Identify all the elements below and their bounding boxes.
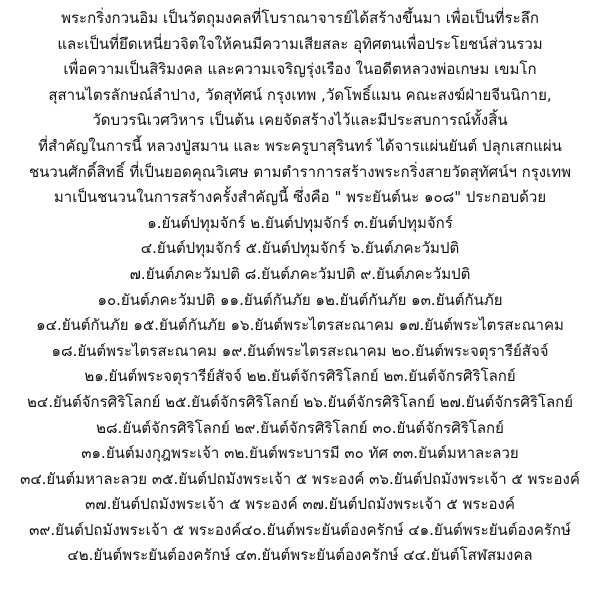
text-line: ที่สำคัญในการนี้ หลวงปู่สมาน และ พระครูบาสุรินทร์ ได้จารแผ่นยันต์ ปลุกเสกแผ่น (38, 136, 562, 155)
yant-list-line: ๒๘.ยันต์จักรศิริโลกย์ ๒๙.ยันต์จักรศิริโลกย์ ๓๐.ยันต์จักรศิริโลกย์ (96, 418, 504, 437)
text-line: สุสานไตรลักษณ์ลำปาง, วัดสุทัศน์ กรุงเทพ ,วัดโพธิ์แมน คณะสงฆ์ฝ่ายจีนนิกาย, (48, 85, 552, 104)
yant-list-line: ๑๐.ยันต์ภคะวัมปติ ๑๑.ยันต์กันภัย ๑๒.ยันต์กันภัย ๑๓.ยันต์กันภัย (97, 290, 503, 309)
yant-list-line: ๓๑.ยันต์มงกุฎพระเจ้า ๓๒.ยันต์พระบารมี ๓๐ ทัศ ๓๓.ยันต์มหาละลวย (81, 444, 519, 463)
text-line: พระกริ่งกวนอิม เป็นวัตถุมงคลที่โบราณาจารย์ได้สร้างขึ้นมา เพื่อเป็นที่ระลึก (61, 9, 539, 27)
yant-list-line: ๗.ยันต์ภคะวัมปติ ๘.ยันต์ภคะวัมปติ ๙.ยันต์ภคะวัมปติ (129, 264, 471, 283)
yant-list-line: ๔๒.ยันต์พระยันต์องครักษ์ ๔๓.ยันต์พระยันต์องครักษ์ ๔๔.ยันต์โสฬสมงคล (67, 546, 533, 565)
yant-list-line: ๓๔.ยันต์มหาละลวย ๓๕.ยันต์ปถมังพระเจ้า ๕ พระองค์ ๓๖.ยันต์ปถมังพระเจ้า ๕ พระองค์ (20, 469, 580, 488)
text-line: ชนวนศักดิ์สิทธิ์ ที่เป็นยอดคุณวิเศษ ตามตำราการสร้างพระกริ่งสายวัดสุทัศน์ฯ กรุงเทพ (28, 162, 571, 181)
yant-list-line: ๑.ยันต์ปทุมจักร์ ๒.ยันต์ปทุมจักร์ ๓.ยันต์ปทุมจักร์ (147, 213, 453, 232)
yant-list-line: ๓๗.ยันต์ปถมังพระเจ้า ๕ พระองค์ ๓๗.ยันต์ปถมังพระเจ้า ๕ พระองค์ (85, 495, 515, 514)
yant-list-line: ๒๑.ยันต์พระจตุรารีย์สัจจ์ ๒๒.ยันต์จักรศิริโลกย์ ๒๓.ยันต์จักรศิริโลกย์ (84, 367, 516, 386)
yant-list-line: ๑๘.ยันต์พระไตรสะณาคม ๑๙.ยันต์พระไตรสะณาคม ๒๐.ยันต์พระจตุรารีย์สัจจ์ (51, 341, 549, 360)
text-line: วัดบวรนิเวศวิหาร เป็นต้น เคยจัดสร้างไว้และมีประสบการณ์ทั้งสิ้น (92, 111, 508, 130)
text-line: เพื่อความเป็นสิริมงคล และความเจริญรุ่งเรือง ในอดีตหลวงพ่อเกษม เขมโก (63, 60, 537, 79)
yant-list-line: ๓๙.ยันต์ปถมังพระเจ้า ๕ พระองค์๔๐.ยันต์พระยันต์องครักษ์ ๔๑.ยันต์พระยันต์องครักษ์ (29, 520, 571, 539)
text-line: และเป็นที่ยึดเหนี่ยวจิตใจให้คนมีความเสียสละ อุทิศตนเพื่อประโยชน์ส่วนรวม (57, 34, 543, 53)
yant-list-line: ๔.ยันต์ปทุมจักร์ ๕.ยันต์ปทุมจักร์ ๖.ยันต์ภคะวัมปติ (140, 239, 460, 258)
text-line: มาเป็นชนวนในการสร้างครั้งสำคัญนี้ ซึ่งคือ " พระยันต์นะ ๑๐๘" ประกอบด้วย (53, 188, 547, 207)
yant-list-line: ๒๔.ยันต์จักรศิริโลกย์ ๒๕.ยันต์จักรศิริโลกย์ ๒๖.ยันต์จักรศิริโลกย์ ๒๗.ยันต์จักรศิริโลกย์ (26, 392, 574, 411)
yant-list-line: ๑๔.ยันต์กันภัย ๑๕.ยันต์กันภัย ๑๖.ยันต์พระไตรสะณาคม ๑๗.ยันต์พระไตรสะณาคม (36, 316, 564, 335)
